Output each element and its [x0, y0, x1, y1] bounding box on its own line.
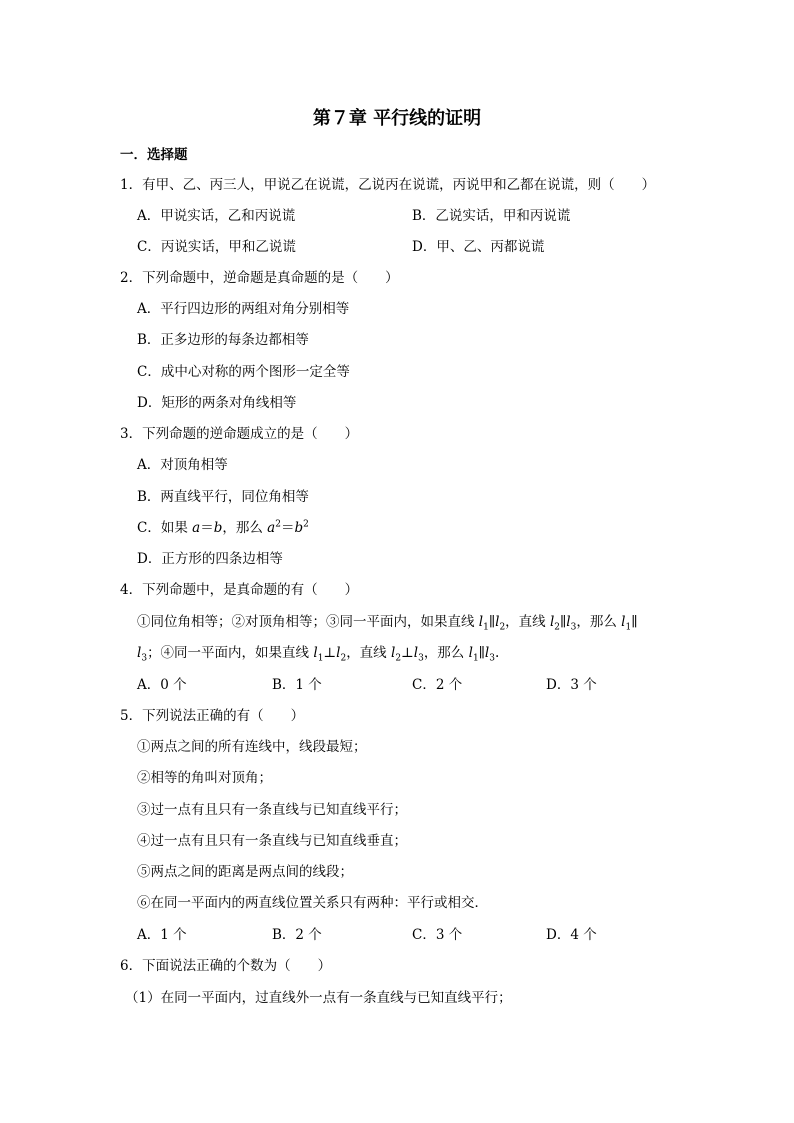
statement-text: ，直线: [346, 645, 391, 661]
question-3-option-b: B．两直线平行，同位角相等: [137, 489, 309, 505]
math-subscript: 3: [570, 622, 577, 633]
math-var-l: l: [390, 645, 396, 661]
question-2-option-c: C．成中心对称的两个图形一定全等: [137, 364, 350, 380]
question-1-stem: 1．有甲、乙、丙三人，甲说乙在说谎，乙说丙在说谎，丙说甲和乙都在说谎，则（ ）: [120, 177, 656, 193]
statement-text: ；④同一平面内，如果直线: [147, 645, 314, 661]
parallel-symbol: ∥: [488, 614, 496, 630]
math-var-l: l: [137, 645, 142, 661]
question-4-option-d: D．3 个: [546, 677, 597, 693]
math-subscript: 1: [472, 653, 479, 664]
question-5-option-b: B．2 个: [272, 927, 322, 943]
math-subscript: 2: [499, 622, 506, 633]
question-4-stem: 4．下列命题中，是真命题的有（ ）: [120, 582, 359, 598]
statement-text: ，那么: [576, 614, 622, 630]
perpendicular-symbol: ⊥: [401, 645, 414, 661]
question-2-option-a: A．平行四边形的两组对角分别相等: [137, 301, 350, 317]
math-var-a: a: [192, 520, 201, 536]
question-1-option-a: A．甲说实话，乙和丙说谎: [137, 208, 296, 224]
math-var-l: l: [621, 614, 626, 630]
option-c-mid: ，那么: [222, 520, 268, 536]
statement-text: ，直线: [505, 614, 550, 630]
math-subscript: 1: [317, 653, 324, 664]
question-6-item-1: （1）在同一平面内，过直线外一点有一条直线与已知直线平行；: [125, 990, 512, 1006]
question-5-option-a: A．1 个: [137, 927, 187, 943]
math-subscript: 3: [489, 653, 495, 664]
question-5-item-4: ④过一点有且只有一条直线与已知直线垂直；: [137, 833, 407, 849]
question-5-option-d: D．4 个: [546, 927, 597, 943]
question-4-option-b: B．1 个: [272, 677, 322, 693]
math-var-l: l: [478, 614, 484, 630]
question-4-option-c: C．2 个: [412, 677, 463, 693]
question-1-option-b: B．乙说实话，甲和丙说谎: [412, 208, 571, 224]
math-var-l: l: [566, 614, 571, 630]
question-6-stem: 6．下面说法正确的个数为（ ）: [120, 958, 332, 974]
statement-text: ，那么: [423, 645, 469, 661]
question-1-option-c: C．丙说实话，甲和乙说谎: [137, 239, 296, 255]
math-var-b: b: [294, 520, 304, 536]
math-subscript: 2: [340, 653, 347, 664]
math-exponent: 2: [303, 519, 309, 530]
math-var-a: a: [267, 520, 276, 536]
question-3-option-a: A．对顶角相等: [137, 457, 228, 473]
math-subscript: 2: [395, 653, 402, 664]
question-2-option-b: B．正多边形的每条边都相等: [137, 332, 309, 348]
math-subscript: 2: [554, 622, 561, 633]
question-3-stem: 3．下列命题的逆命题成立的是（ ）: [120, 426, 359, 442]
math-var-l: l: [413, 645, 419, 661]
statement-text: ①同位角相等；②对顶角相等；③同一平面内，如果直线: [137, 614, 479, 630]
question-4-option-a: A．0 个: [137, 677, 187, 693]
option-c-prefix: C．如果: [137, 520, 193, 536]
math-subscript: 1: [625, 622, 632, 633]
parallel-symbol: ∥: [478, 645, 485, 661]
statement-text: .: [494, 645, 500, 661]
math-var-l: l: [484, 645, 490, 661]
section-heading: 一．选择题: [120, 147, 188, 163]
perpendicular-symbol: ⊥: [323, 645, 337, 661]
math-subscript: 1: [483, 622, 489, 633]
question-4-statements-line-1: [137, 612, 637, 632]
question-5-item-3: ③过一点有且只有一条直线与已知直线平行；: [137, 802, 407, 818]
question-2-option-d: D．矩形的两条对角线相等: [137, 395, 297, 411]
math-equals: ＝: [200, 520, 214, 536]
math-var-b: b: [213, 520, 223, 536]
math-var-l: l: [468, 645, 473, 661]
math-var-l: l: [495, 614, 500, 630]
math-subscript: 3: [418, 653, 424, 664]
question-5-item-5: ⑤两点之间的距离是两点间的线段；: [137, 864, 353, 880]
question-5-item-6: ⑥在同一平面内的两直线位置关系只有两种：平行或相交．: [137, 895, 488, 911]
question-4-statements-line-2: [137, 643, 499, 663]
question-5-option-c: C．3 个: [412, 927, 463, 943]
math-var-l: l: [313, 645, 318, 661]
question-5-item-2: ②相等的角叫对顶角；: [137, 770, 272, 786]
question-1-option-d: D．甲、乙、丙都说谎: [412, 239, 545, 255]
question-3-option-c: [137, 518, 309, 538]
question-5-item-1: ①两点之间的所有连线中，线段最短；: [137, 739, 367, 755]
question-5-stem: 5．下列说法正确的有（ ）: [120, 708, 305, 724]
parallel-symbol: ∥: [560, 614, 567, 630]
math-subscript: 3: [141, 653, 148, 664]
parallel-symbol: ∥: [631, 614, 638, 630]
math-exponent: 2: [275, 519, 281, 530]
math-var-l: l: [336, 645, 341, 661]
math-var-l: l: [549, 614, 555, 630]
question-3-option-d: D．正方形的四条边相等: [137, 551, 283, 567]
page-title: 第７章 平行线的证明: [312, 108, 482, 129]
math-equals: ＝: [280, 520, 295, 536]
question-2-stem: 2．下列命题中，逆命题是真命题的是（ ）: [120, 270, 399, 286]
